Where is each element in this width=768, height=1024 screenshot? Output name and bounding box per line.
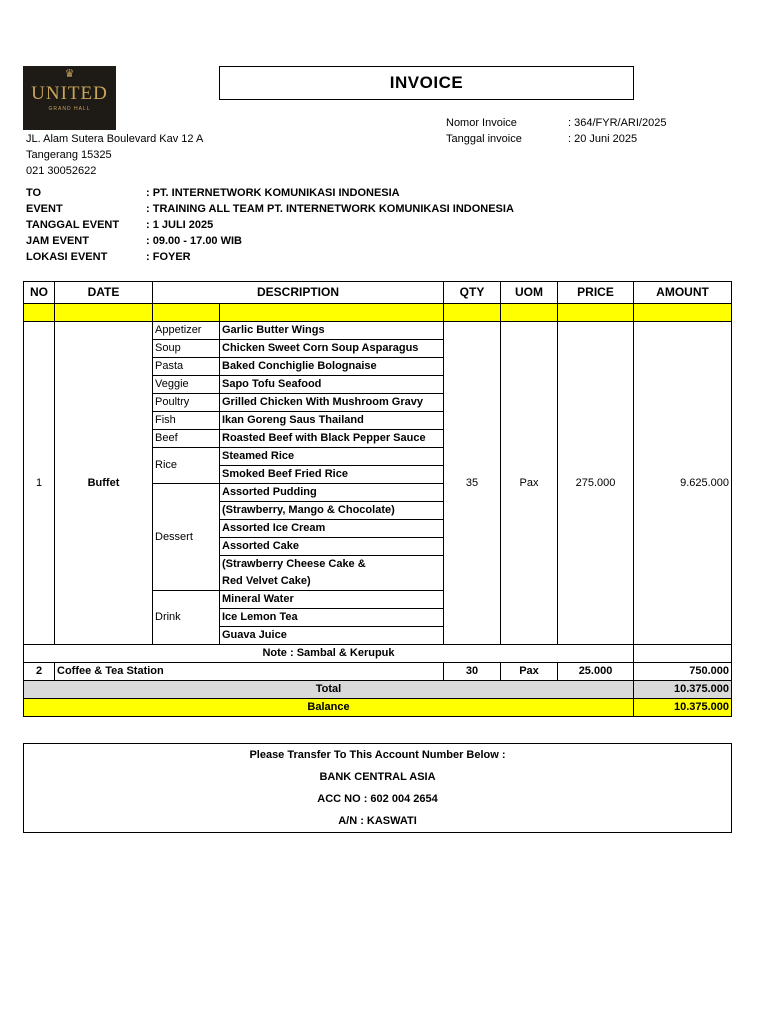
header-qty: QTY (444, 282, 501, 304)
invoice-number-value: : 364/FYR/ARI/2025 (568, 117, 667, 129)
menu-item: Red Velvet Cake) (220, 573, 444, 591)
row2-qty: 30 (444, 663, 501, 681)
bank-account-number: ACC NO : 602 004 2654 (317, 793, 438, 805)
header-no: NO (24, 282, 55, 304)
category-fish: Fish (153, 412, 220, 430)
category-pasta: Pasta (153, 358, 220, 376)
row2-price: 25.000 (558, 663, 634, 681)
menu-item: Grilled Chicken With Mushroom Gravy (220, 394, 444, 412)
total-label: Total (24, 681, 634, 699)
total-row (24, 681, 732, 699)
invoice-number-label: Nomor Invoice (446, 117, 517, 129)
event-label: EVENT (26, 203, 63, 215)
menu-item: Ice Lemon Tea (220, 609, 444, 627)
balance-row (24, 699, 732, 717)
invoice-table (23, 281, 732, 717)
event-date-label: TANGGAL EVENT (26, 219, 120, 231)
menu-item: Assorted Pudding (220, 484, 444, 502)
menu-item: Guava Juice (220, 627, 444, 645)
category-dessert: Dessert (153, 484, 220, 591)
row1-price: 275.000 (558, 322, 634, 645)
menu-item: Chicken Sweet Corn Soup Asparagus (220, 340, 444, 358)
balance-label: Balance (24, 699, 634, 717)
menu-item: Smoked Beef Fried Rice (220, 466, 444, 484)
menu-item: (Strawberry Cheese Cake & (220, 556, 444, 574)
table-row (24, 663, 732, 681)
menu-item: Baked Conchiglie Bolognaise (220, 358, 444, 376)
header-uom: UOM (501, 282, 558, 304)
row1-date: Buffet (55, 322, 153, 645)
bank-name: BANK CENTRAL ASIA (319, 771, 436, 783)
menu-item: Sapo Tofu Seafood (220, 376, 444, 394)
company-address-line2: Tangerang 15325 (26, 149, 112, 161)
menu-item: Assorted Cake (220, 538, 444, 556)
header-price: PRICE (558, 282, 634, 304)
balance-amount: 10.375.000 (634, 699, 732, 717)
logo-name: UNITED (31, 83, 108, 104)
menu-item: Steamed Rice (220, 448, 444, 466)
menu-item: Roasted Beef with Black Pepper Sauce (220, 430, 444, 448)
row1-amount: 9.625.000 (634, 322, 732, 645)
company-address-line1: JL. Alam Sutera Boulevard Kav 12 A (26, 133, 204, 145)
row2-no: 2 (24, 663, 55, 681)
menu-item: (Strawberry, Mango & Chocolate) (220, 502, 444, 520)
highlight-spacer-row (24, 304, 732, 322)
row2-description: Coffee & Tea Station (55, 663, 444, 681)
header-description: DESCRIPTION (153, 282, 444, 304)
event-location-value: : FOYER (146, 251, 191, 263)
menu-item: Garlic Butter Wings (220, 322, 444, 340)
company-phone: 021 30052622 (26, 165, 97, 177)
header-date: DATE (55, 282, 153, 304)
menu-item: Mineral Water (220, 591, 444, 609)
invoice-date-value: : 20 Juni 2025 (568, 133, 638, 145)
event-value: : TRAINING ALL TEAM PT. INTERNETWORK KOMUNIKASI INDONESIA (146, 203, 514, 215)
event-date-value: : 1 JULI 2025 (146, 219, 214, 231)
row2-uom: Pax (501, 663, 558, 681)
company-logo (23, 66, 116, 130)
invoice-title: INVOICE (219, 66, 634, 100)
category-soup: Soup (153, 340, 220, 358)
to-label: TO (26, 187, 42, 199)
logo-subtitle: GRAND HALL (48, 106, 91, 112)
row1-uom: Pax (501, 322, 558, 645)
category-veggie: Veggie (153, 376, 220, 394)
event-location-label: LOKASI EVENT (26, 251, 108, 263)
row1-no: 1 (24, 322, 55, 645)
header-amount: AMOUNT (634, 282, 732, 304)
event-time-value: : 09.00 - 17.00 WIB (146, 235, 242, 247)
bank-instruction: Please Transfer To This Account Number Below : (249, 749, 506, 761)
note-row (24, 645, 732, 663)
to-value: : PT. INTERNETWORK KOMUNIKASI INDONESIA (146, 187, 400, 199)
table-header-row (24, 282, 732, 304)
crown-icon: ♛ (64, 68, 75, 80)
category-appetizer: Appetizer (153, 322, 220, 340)
menu-item: Assorted Ice Cream (220, 520, 444, 538)
row1-qty: 35 (444, 322, 501, 645)
category-rice: Rice (153, 448, 220, 484)
category-poultry: Poultry (153, 394, 220, 412)
table-row (24, 322, 732, 340)
category-beef: Beef (153, 430, 220, 448)
category-drink: Drink (153, 591, 220, 645)
total-amount: 10.375.000 (634, 681, 732, 699)
row2-amount: 750.000 (634, 663, 732, 681)
invoice-date-label: Tanggal invoice (446, 133, 522, 145)
note-text: Note : Sambal & Kerupuk (24, 645, 634, 663)
bank-transfer-box (23, 743, 732, 833)
bank-account-holder: A/N : KASWATI (338, 815, 417, 827)
event-time-label: JAM EVENT (26, 235, 89, 247)
menu-item: Ikan Goreng Saus Thailand (220, 412, 444, 430)
